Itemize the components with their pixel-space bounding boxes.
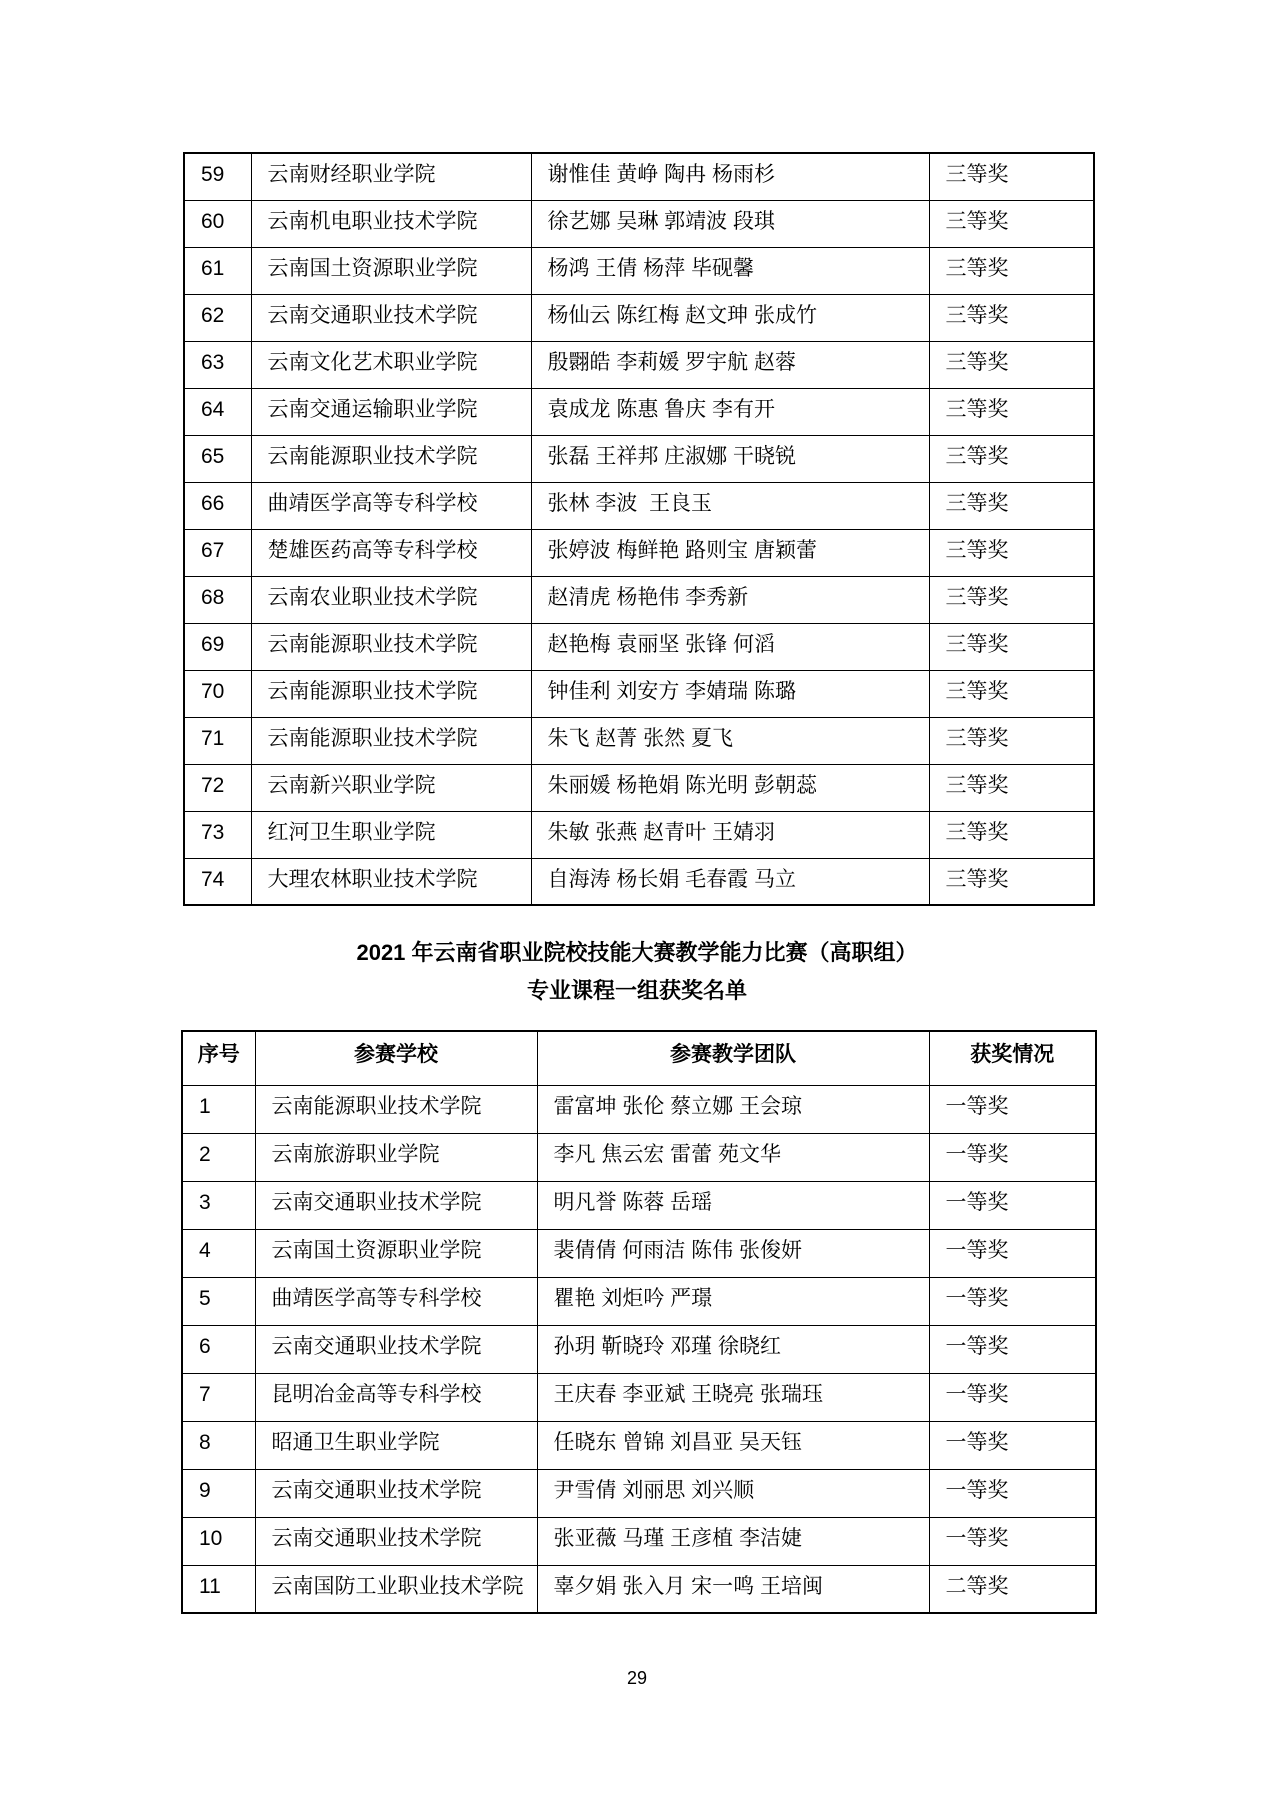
section-title-block (0, 934, 1274, 1010)
cell-award: 三等奖 (929, 388, 1094, 435)
cell-team: 杨鸿 王倩 杨萍 毕砚馨 (531, 247, 929, 294)
cell-team: 裴倩倩 何雨洁 陈伟 张俊妍 (537, 1229, 929, 1277)
cell-no: 62 (184, 294, 251, 341)
cell-no: 2 (182, 1133, 255, 1181)
cell-team: 钟佳利 刘安方 李婧瑞 陈璐 (531, 670, 929, 717)
cell-no: 59 (184, 153, 251, 200)
table-row (184, 435, 1094, 482)
cell-team: 自海涛 杨长娟 毛春霞 马立 (531, 858, 929, 905)
cell-team: 王庆春 李亚斌 王晓亮 张瑞珏 (537, 1373, 929, 1421)
cell-school: 云南交通职业技术学院 (255, 1517, 537, 1565)
table-row (184, 529, 1094, 576)
table-row (184, 341, 1094, 388)
cell-school: 云南文化艺术职业学院 (251, 341, 531, 388)
cell-no: 65 (184, 435, 251, 482)
cell-award: 一等奖 (929, 1469, 1096, 1517)
cell-award: 三等奖 (929, 200, 1094, 247)
cell-team: 赵艳梅 袁丽坚 张锋 何滔 (531, 623, 929, 670)
cell-team: 任晓东 曾锦 刘昌亚 吴天钰 (537, 1421, 929, 1469)
table-row (184, 200, 1094, 247)
cell-award: 三等奖 (929, 529, 1094, 576)
table-row (182, 1469, 1096, 1517)
cell-award: 三等奖 (929, 764, 1094, 811)
cell-no: 8 (182, 1421, 255, 1469)
cell-award: 三等奖 (929, 576, 1094, 623)
cell-no: 70 (184, 670, 251, 717)
cell-team: 孙玥 靳晓玲 邓瑾 徐晓红 (537, 1325, 929, 1373)
cell-award: 三等奖 (929, 341, 1094, 388)
cell-no: 10 (182, 1517, 255, 1565)
cell-no: 69 (184, 623, 251, 670)
cell-award: 一等奖 (929, 1229, 1096, 1277)
column-header-no: 序号 (182, 1031, 255, 1085)
table-row (182, 1229, 1096, 1277)
cell-school: 云南交通职业技术学院 (255, 1325, 537, 1373)
section-title: 2021 年云南省职业院校技能大赛教学能力比赛（高职组） (356, 940, 918, 965)
cell-no: 60 (184, 200, 251, 247)
cell-award: 三等奖 (929, 153, 1094, 200)
cell-no: 64 (184, 388, 251, 435)
table-row (182, 1085, 1096, 1133)
column-header-award: 获奖情况 (929, 1031, 1096, 1085)
cell-team: 朱敏 张燕 赵青叶 王婧羽 (531, 811, 929, 858)
cell-team: 谢惟佳 黄峥 陶冉 杨雨杉 (531, 153, 929, 200)
cell-no: 1 (182, 1085, 255, 1133)
table-row (184, 623, 1094, 670)
cell-school: 大理农林职业技术学院 (251, 858, 531, 905)
table-row (182, 1133, 1096, 1181)
cell-school: 云南新兴职业学院 (251, 764, 531, 811)
cell-team: 朱丽媛 杨艳娟 陈光明 彭朝蕊 (531, 764, 929, 811)
cell-team: 李凡 焦云宏 雷蕾 苑文华 (537, 1133, 929, 1181)
table-row (184, 294, 1094, 341)
cell-team: 徐艺娜 吴琳 郭靖波 段琪 (531, 200, 929, 247)
cell-no: 6 (182, 1325, 255, 1373)
cell-school: 云南机电职业技术学院 (251, 200, 531, 247)
cell-no: 61 (184, 247, 251, 294)
cell-award: 三等奖 (929, 435, 1094, 482)
column-header-school: 参赛学校 (255, 1031, 537, 1085)
cell-award: 三等奖 (929, 670, 1094, 717)
table-row (184, 388, 1094, 435)
cell-team: 张婷波 梅鲜艳 路则宝 唐颖蕾 (531, 529, 929, 576)
cell-school: 云南交通职业技术学院 (255, 1181, 537, 1229)
page-number: 29 (626, 1668, 648, 1688)
table-row (182, 1181, 1096, 1229)
cell-school: 云南农业职业技术学院 (251, 576, 531, 623)
table-row (184, 576, 1094, 623)
section-subtitle: 专业课程一组获奖名单 (526, 978, 747, 1003)
cell-team: 尹雪倩 刘丽思 刘兴顺 (537, 1469, 929, 1517)
cell-team: 张林 李波 王良玉 (531, 482, 929, 529)
table-row (184, 858, 1094, 905)
cell-school: 云南能源职业技术学院 (251, 623, 531, 670)
cell-award: 一等奖 (929, 1373, 1096, 1421)
cell-award: 三等奖 (929, 482, 1094, 529)
table-row (182, 1421, 1096, 1469)
cell-no: 68 (184, 576, 251, 623)
cell-school: 云南旅游职业学院 (255, 1133, 537, 1181)
table-row (182, 1325, 1096, 1373)
cell-no: 74 (184, 858, 251, 905)
cell-award: 一等奖 (929, 1085, 1096, 1133)
cell-no: 5 (182, 1277, 255, 1325)
cell-no: 9 (182, 1469, 255, 1517)
cell-no: 71 (184, 717, 251, 764)
cell-award: 二等奖 (929, 1565, 1096, 1613)
cell-no: 66 (184, 482, 251, 529)
cell-no: 67 (184, 529, 251, 576)
cell-no: 4 (182, 1229, 255, 1277)
cell-award: 一等奖 (929, 1421, 1096, 1469)
table-row (182, 1517, 1096, 1565)
table-row (182, 1277, 1096, 1325)
cell-school: 曲靖医学高等专科学校 (251, 482, 531, 529)
cell-school: 曲靖医学高等专科学校 (255, 1277, 537, 1325)
cell-school: 云南能源职业技术学院 (251, 670, 531, 717)
awards-table-group1 (181, 1030, 1097, 1614)
cell-team: 赵清虎 杨艳伟 李秀新 (531, 576, 929, 623)
cell-award: 一等奖 (929, 1277, 1096, 1325)
cell-award: 一等奖 (929, 1181, 1096, 1229)
cell-no: 63 (184, 341, 251, 388)
cell-no: 73 (184, 811, 251, 858)
cell-school: 昆明冶金高等专科学校 (255, 1373, 537, 1421)
cell-school: 云南国防工业职业技术学院 (255, 1565, 537, 1613)
cell-award: 一等奖 (929, 1325, 1096, 1373)
cell-team: 杨仙云 陈红梅 赵文珅 张成竹 (531, 294, 929, 341)
cell-school: 云南能源职业技术学院 (251, 435, 531, 482)
cell-award: 一等奖 (929, 1133, 1096, 1181)
cell-award: 三等奖 (929, 811, 1094, 858)
cell-school: 云南能源职业技术学院 (251, 717, 531, 764)
table-row (184, 717, 1094, 764)
table-row (184, 482, 1094, 529)
cell-school: 红河卫生职业学院 (251, 811, 531, 858)
cell-school: 昭通卫生职业学院 (255, 1421, 537, 1469)
cell-school: 云南能源职业技术学院 (255, 1085, 537, 1133)
table-row (184, 247, 1094, 294)
cell-award: 三等奖 (929, 858, 1094, 905)
cell-award: 三等奖 (929, 717, 1094, 764)
cell-team: 明凡誉 陈蓉 岳瑶 (537, 1181, 929, 1229)
cell-school: 云南国土资源职业学院 (251, 247, 531, 294)
cell-school: 云南国土资源职业学院 (255, 1229, 537, 1277)
cell-award: 三等奖 (929, 623, 1094, 670)
table-row (182, 1565, 1096, 1613)
table-row (184, 811, 1094, 858)
table-row (184, 670, 1094, 717)
cell-team: 张亚薇 马瑾 王彦植 李洁婕 (537, 1517, 929, 1565)
table-row (184, 153, 1094, 200)
cell-award: 一等奖 (929, 1517, 1096, 1565)
cell-team: 张磊 王祥邦 庄淑娜 干晓锐 (531, 435, 929, 482)
column-header-team: 参赛教学团队 (537, 1031, 929, 1085)
cell-team: 瞿艳 刘炬吟 严璟 (537, 1277, 929, 1325)
cell-no: 11 (182, 1565, 255, 1613)
awards-table-continued (183, 152, 1095, 906)
cell-no: 3 (182, 1181, 255, 1229)
cell-team: 袁成龙 陈惠 鲁庆 李有开 (531, 388, 929, 435)
table-header-row (182, 1031, 1096, 1085)
table-row (182, 1373, 1096, 1421)
cell-no: 7 (182, 1373, 255, 1421)
table-row (184, 764, 1094, 811)
cell-award: 三等奖 (929, 247, 1094, 294)
cell-school: 云南交通职业技术学院 (251, 294, 531, 341)
cell-no: 72 (184, 764, 251, 811)
cell-school: 云南交通运输职业学院 (251, 388, 531, 435)
cell-school: 云南交通职业技术学院 (255, 1469, 537, 1517)
cell-team: 朱飞 赵菁 张然 夏飞 (531, 717, 929, 764)
cell-award: 三等奖 (929, 294, 1094, 341)
cell-team: 殷翾皓 李莉媛 罗宇航 赵蓉 (531, 341, 929, 388)
cell-school: 云南财经职业学院 (251, 153, 531, 200)
cell-team: 雷富坤 张伦 蔡立娜 王会琼 (537, 1085, 929, 1133)
cell-school: 楚雄医药高等专科学校 (251, 529, 531, 576)
cell-team: 辜夕娟 张入月 宋一鸣 王培闽 (537, 1565, 929, 1613)
